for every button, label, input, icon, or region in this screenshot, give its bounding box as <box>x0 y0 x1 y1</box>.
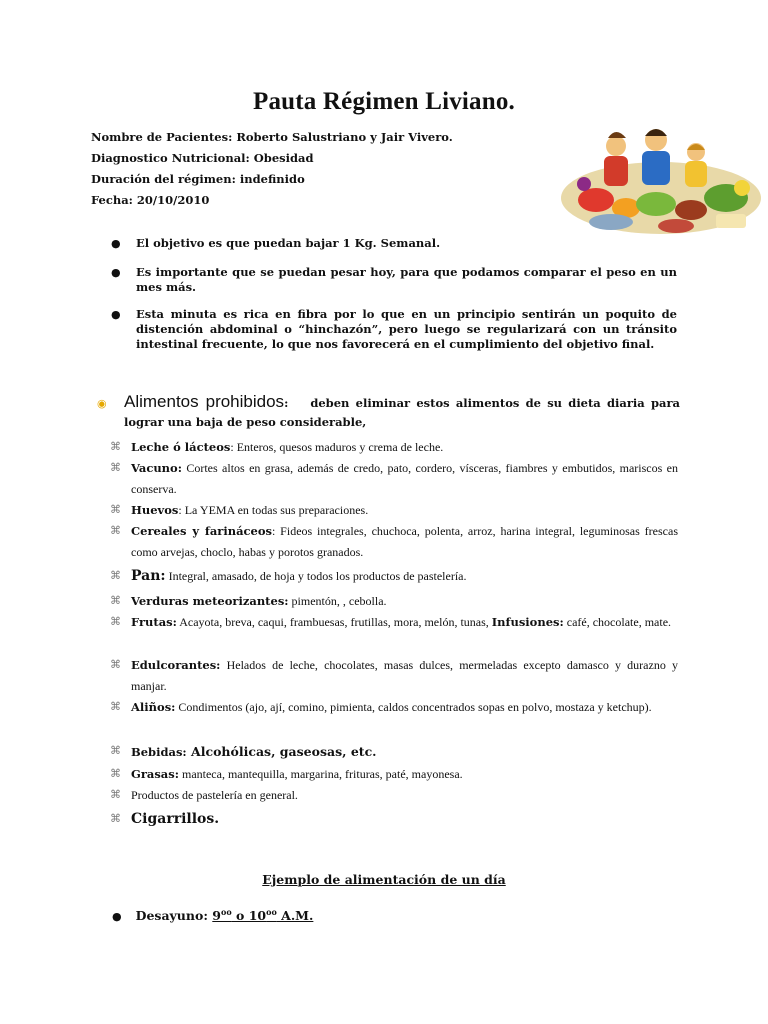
list-marker-icon: ⌘ <box>110 441 121 453</box>
example-day-heading: Ejemplo de alimentación de un día <box>262 872 506 887</box>
regimen-duration: Duración del régimen: indefinido <box>91 172 305 186</box>
list-marker-icon: ⌘ <box>110 659 121 671</box>
list-marker-icon: ⌘ <box>110 768 121 780</box>
bullet-dot: ● <box>111 308 121 321</box>
nutritional-diagnosis: Diagnostico Nutricional: Obesidad <box>91 151 314 165</box>
family-food-illustration <box>556 118 766 236</box>
list-marker-icon: ⌘ <box>110 789 121 801</box>
patient-names: Nombre de Pacientes: Roberto Salustriano y Jair Vivero. <box>91 130 453 144</box>
bullet-dot: ● <box>112 910 122 924</box>
list-marker-icon: ⌘ <box>110 595 121 607</box>
list-marker-icon: ⌘ <box>110 813 121 825</box>
list-marker-icon: ⌘ <box>110 462 121 474</box>
list-marker-icon: ⌘ <box>110 745 121 757</box>
bullet-dot: ● <box>111 237 121 250</box>
bullet-dot: ● <box>111 266 121 279</box>
pointer-icon: ◉ <box>97 397 107 410</box>
list-marker-icon: ⌘ <box>110 616 121 628</box>
list-marker-icon: ⌘ <box>110 504 121 516</box>
list-marker-icon: ⌘ <box>110 701 121 713</box>
page-title: Pauta Régimen Liviano. <box>252 88 516 115</box>
list-marker-icon: ⌘ <box>110 525 121 537</box>
prohibited-section-heading: ◉ Alimentos prohibidos: deben eliminar estos alimentos de su dieta diaria para lograr una baja de peso considerable, <box>97 392 681 429</box>
date: Fecha: 20/10/2010 <box>91 193 210 207</box>
breakfast-line: ● Desayuno: $9^{oo}$ o $10^{oo}$ A.M. <box>112 907 314 924</box>
list-marker-icon: ⌘ <box>110 570 121 582</box>
